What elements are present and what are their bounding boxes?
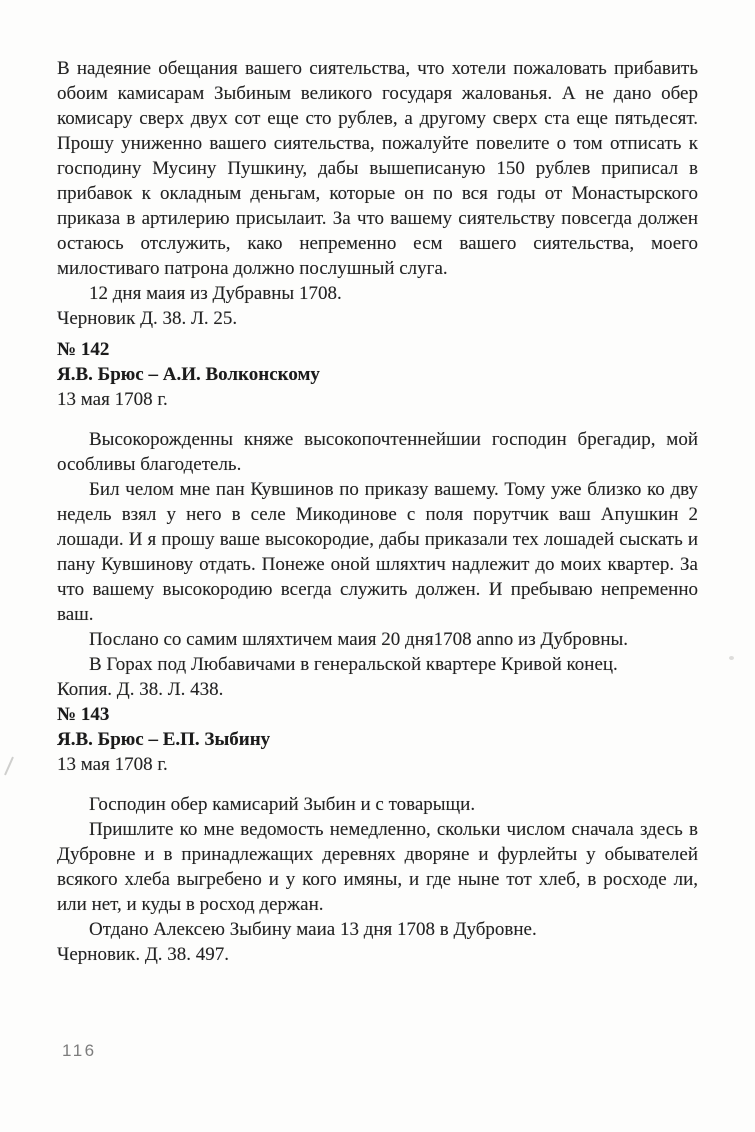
letter-143-section	[57, 702, 698, 967]
letter-142-number: № 142	[57, 339, 110, 360]
letter-143-number: № 143	[57, 704, 110, 725]
prev-letter-dateline: 12 дня маия из Дубравны 1708.	[89, 283, 342, 304]
letter-143-archive-ref: Черновик. Д. 38. 497.	[57, 944, 230, 965]
letter-142-paragraph: Высокорожденны княже высокопочтеннейшии господин брегадир, мой особливы благодетель.	[57, 429, 698, 475]
letter-143-paragraph: Отдано Алексею Зыбину маиа 13 дня 1708 в Дубровне.	[89, 919, 537, 940]
letter-142-paragraph: Бил челом мне пан Кувшинов по приказу вашему. Тому уже близко ко дву недель взял у него в селе Микодинове с поля порутчик ваш Апушкин 2 лошади. И я прошу ваше высокородие, дабы приказали тех лошадей сыскать и пану Кувшинову отдать. Понеже оной шляхтич надлежит до моих квартер. За что вашему высокородию всегда служить должен. И пребываю непременно ваш.	[57, 479, 698, 625]
letter-142-title: Я.В. Брюс – А.И. Волконскому	[57, 364, 320, 385]
letter-142-paragraph: В Горах под Любавичами в генеральской квартере Кривой конец.	[89, 654, 618, 675]
letter-143-date: 13 мая 1708 г.	[57, 754, 168, 775]
letter-142-date: 13 мая 1708 г.	[57, 389, 168, 410]
letter-143-title: Я.В. Брюс – Е.П. Зыбину	[57, 729, 271, 750]
letter-142-archive-ref: Копия. Д. 38. Л. 438.	[57, 679, 224, 700]
prev-letter-body: В надеяние обещания вашего сиятельства, что хотели пожаловать прибавить обоим камисарам Зыбиным великого государя жалованья. А не дано обер комисару сверх двух сот еще сто рублев, а другому сверх ста еще пятьдесят. Прошу униженно вашего сиятельства, пожалуйте повелите о том отписать к господину Мусину Пушкину, дабы вышеписаную 150 рублев приписал в прибавок к окладным деньгам, которые он по вся годы от Монастырского приказа в артилерию присылаит. За что вашему сиятельству повсегда должен остаюсь отслужить, како непременно есм вашего сиятельства, моего милостиваго патрона должно послушный слуга.	[57, 58, 698, 279]
prev-letter-archive-ref: Черновик Д. 38. Л. 25.	[57, 308, 238, 329]
page-number: 116	[62, 1041, 97, 1060]
letter-143-paragraph: Господин обер камисарий Зыбин и с товарыщи.	[89, 794, 476, 815]
letter-143-paragraph: Пришлите ко мне ведомость немедленно, скольки числом сначала здесь в Дубровне и в принадлежащих деревнях дворяне и фурлейты у обывателей всякого хлеба выгребено и у кого имяны, и где ныне тот хлеб, в росходе ли, или нет, и куды в росход держан.	[57, 819, 698, 915]
scan-artifact-speck	[729, 656, 734, 660]
letter-142-paragraph: Послано со самим шляхтичем маия 20 дня1708 anno из Дубровны.	[89, 629, 629, 650]
prev-letter-continuation	[57, 56, 698, 331]
scan-artifact-scratch	[4, 756, 14, 775]
letter-142-section	[57, 337, 698, 702]
